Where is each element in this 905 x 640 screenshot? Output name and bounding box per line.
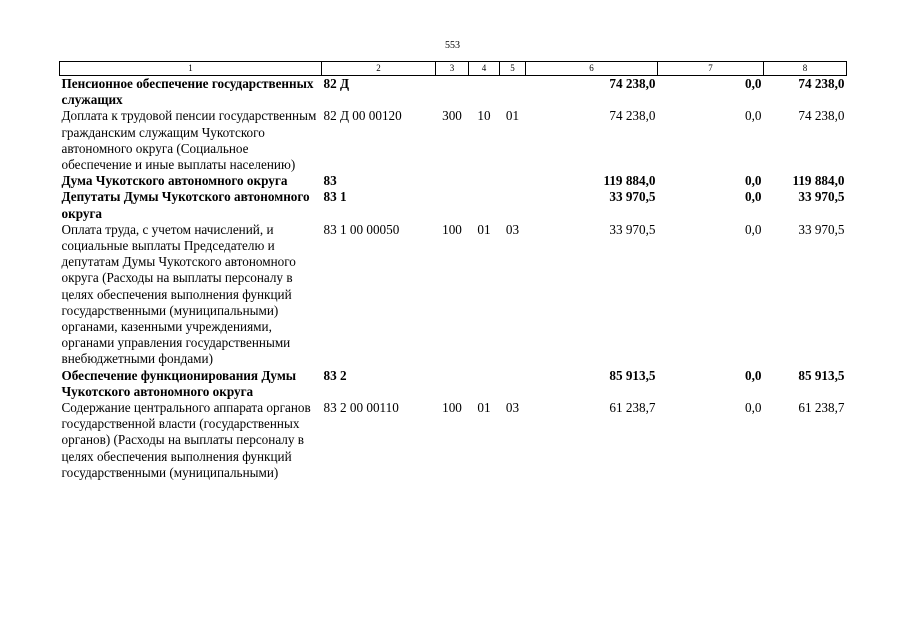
row-code: 82 Д 00 00120: [323, 108, 402, 124]
column-number: 1: [60, 62, 322, 76]
row-expense-type: [436, 189, 469, 221]
row-value-col8: 119 884,0: [792, 173, 845, 189]
row-subsection: 03: [505, 221, 520, 237]
row-value-col8: 61 238,7: [798, 400, 845, 416]
row-name: Пенсионное обеспечение государственных служащих: [61, 76, 314, 108]
column-number: 8: [764, 62, 847, 76]
row-value-col6: 74 238,0: [609, 108, 656, 124]
row-subsection: [500, 368, 526, 400]
row-section: 10: [477, 108, 491, 124]
row-code: 83 1: [323, 189, 347, 205]
table-row: [60, 400, 847, 481]
row-value-col8: 33 970,5: [798, 189, 845, 205]
row-value-col7: 0,0: [745, 400, 762, 416]
row-section: [469, 76, 500, 109]
table-row: [60, 368, 847, 400]
row-name: Доплата к трудовой пенсии государственным гражданским служащим Чукотского автономного округа (Социальное обеспечение и иные выплаты населению): [61, 108, 317, 173]
row-subsection: 01: [505, 108, 520, 124]
row-value-col6: 61 238,7: [609, 400, 656, 416]
column-number: 5: [500, 62, 526, 76]
row-value-col8: 85 913,5: [798, 367, 845, 383]
table-row: [60, 108, 847, 173]
row-code: 83 2: [323, 367, 347, 383]
row-subsection: [500, 189, 526, 221]
column-number-row: [60, 62, 847, 76]
row-section: [469, 189, 500, 221]
row-value-col7: 0,0: [745, 189, 762, 205]
row-code: 82 Д: [323, 76, 350, 91]
row-expense-type: [436, 76, 469, 109]
row-value-col6: 119 884,0: [603, 173, 656, 189]
row-section: 01: [477, 221, 491, 237]
row-value-col8: 33 970,5: [798, 221, 845, 237]
row-subsection: 03: [505, 400, 520, 416]
row-code: 83: [323, 173, 337, 189]
budget-table: [59, 61, 847, 481]
row-value-col6: 74 238,0: [609, 76, 656, 91]
row-value-col6: 33 970,5: [609, 221, 656, 237]
row-value-col7: 0,0: [745, 173, 762, 189]
table-row: [60, 222, 847, 368]
row-expense-type: [436, 368, 469, 400]
row-name: Депутаты Думы Чукотского автономного округа: [61, 189, 310, 221]
row-expense-type: 100: [442, 400, 462, 416]
row-name: Дума Чукотского автономного округа: [61, 173, 288, 189]
row-expense-type: 100: [442, 221, 462, 237]
column-number: 6: [526, 62, 658, 76]
row-name: Обеспечение функционирования Думы Чукотского автономного округа: [61, 367, 297, 399]
row-subsection: [500, 173, 526, 189]
row-value-col7: 0,0: [745, 76, 762, 91]
column-number: 7: [658, 62, 764, 76]
table-row: [60, 189, 847, 221]
row-code: 83 1 00 00050: [323, 221, 400, 237]
row-section: [469, 173, 500, 189]
row-section: [469, 368, 500, 400]
row-name: Оплата труда, с учетом начислений, и социальные выплаты Председателю и депутатам Думы Чукотского автономного округа (Расходы на выплаты персоналу в целях обеспечения выполнения функций государственными (муниципальными) органами, казенными учреждениями, органами управления государственными внебюджетными фондами): [61, 221, 296, 367]
table-row: [60, 76, 847, 109]
row-expense-type: 300: [442, 108, 462, 124]
row-value-col8: 74 238,0: [798, 108, 845, 124]
row-value-col8: 74 238,0: [798, 76, 845, 91]
row-expense-type: [436, 173, 469, 189]
row-value-col7: 0,0: [745, 221, 762, 237]
table-row: [60, 173, 847, 189]
row-value-col7: 0,0: [745, 367, 762, 383]
column-number: 3: [436, 62, 469, 76]
row-value-col6: 85 913,5: [609, 367, 656, 383]
row-value-col7: 0,0: [745, 108, 762, 124]
row-name: Содержание центрального аппарата органов государственной власти (государственных органов) (Расходы на выплаты персоналу в целях обеспечения выполнения функций государственными (муниципальными): [61, 400, 311, 480]
page-number: 553: [445, 40, 460, 51]
row-subsection: [500, 76, 526, 109]
column-number: 2: [322, 62, 436, 76]
row-value-col6: 33 970,5: [609, 189, 656, 205]
column-number: 4: [469, 62, 500, 76]
row-section: 01: [477, 400, 491, 416]
row-code: 83 2 00 00110: [323, 400, 399, 416]
